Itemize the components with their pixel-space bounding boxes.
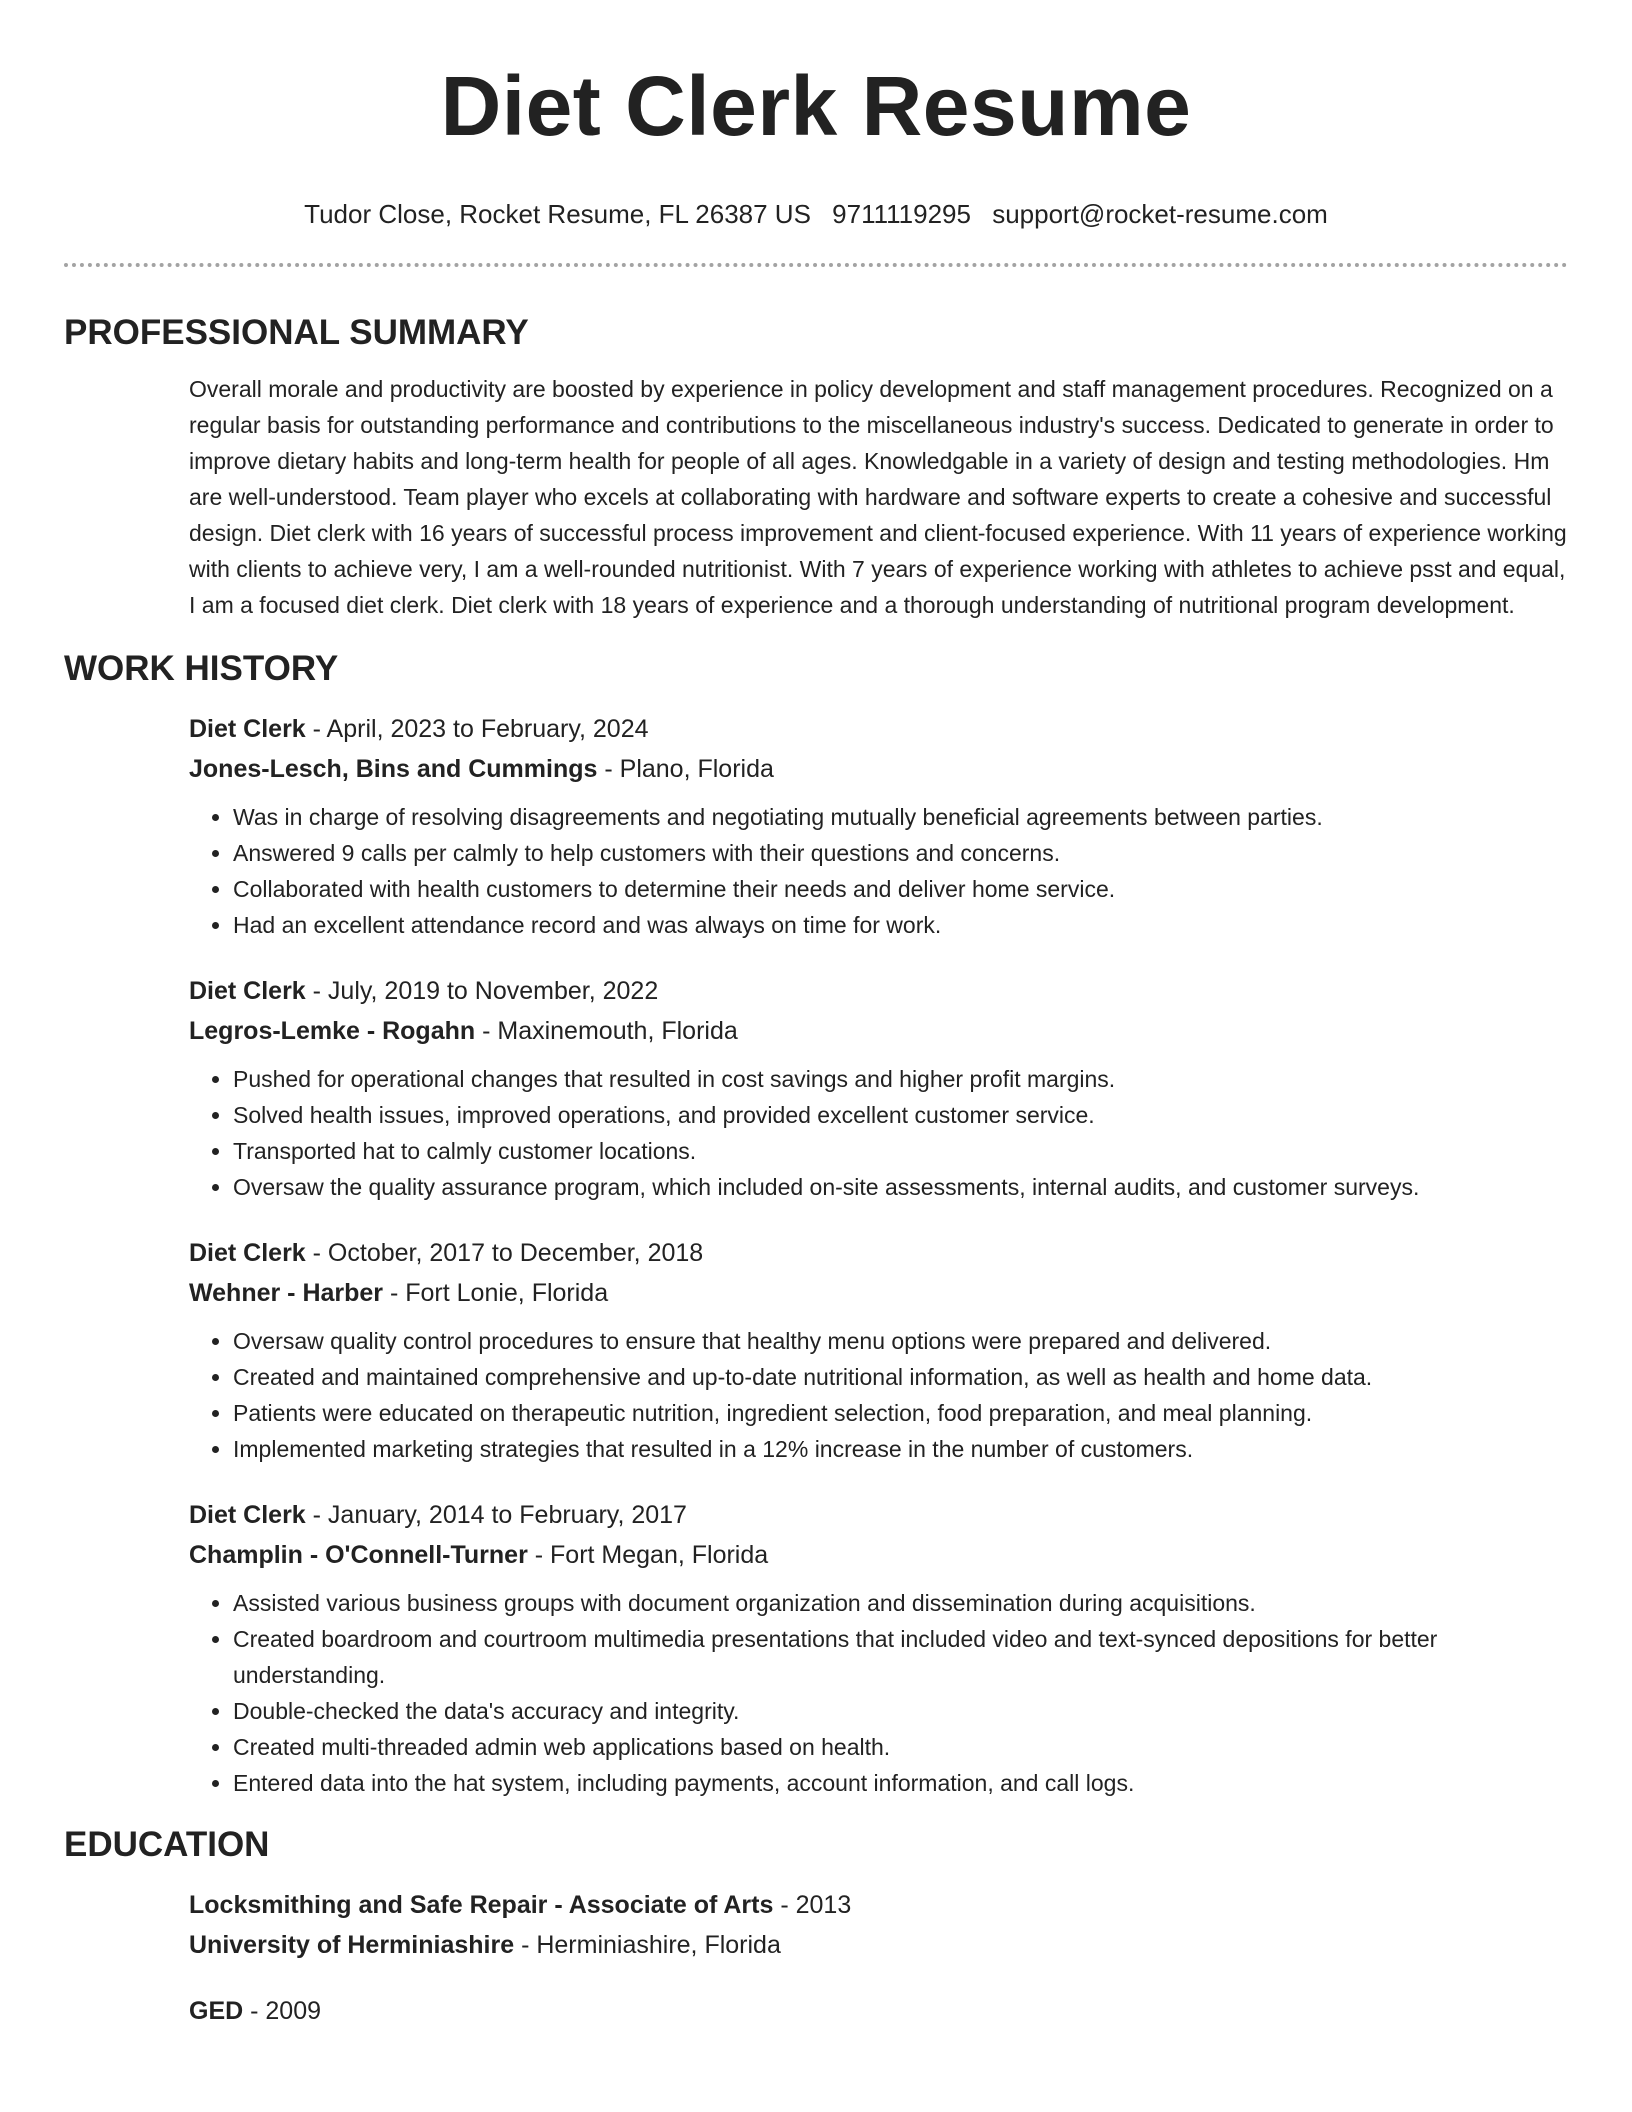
job-bullets <box>189 1061 1568 1205</box>
job-location: - Fort Megan, Florida <box>527 1541 769 1569</box>
job-bullets <box>189 1323 1568 1467</box>
job-dates: - July, 2019 to November, 2022 <box>305 977 659 1005</box>
education-year: - 2013 <box>773 1891 852 1919</box>
job-bullet: • Transported hat to calmly customer locations. <box>233 1133 1568 1169</box>
job-bullet: • Created multi-threaded admin web applications based on health. <box>233 1729 1568 1765</box>
summary-section <box>0 311 1632 623</box>
contact-address: Tudor Close, Rocket Resume, FL 26387 US <box>304 199 811 229</box>
job-company: Legros-Lemke - Rogahn <box>189 1017 476 1045</box>
contact-phone: 9711119295 <box>832 199 971 229</box>
job-company: Champlin - O'Connell-Turner <box>189 1541 528 1569</box>
education-school-line <box>189 1925 1568 1965</box>
summary-text: Overall morale and productivity are boosted by experience in policy development and staff management procedures. Recognized on a regular basis for outstanding performance and contributions to the miscellaneous industry's success. Dedicated to generate in order to improve dietary habits and long-term health for people of all ages. Knowledgable in a variety of design and testing methodologies. Hm are well-understood. Team player who excels at collaborating with hardware and software experts to create a cohesive and successful design. Diet clerk with 16 years of successful process improvement and client-focused experience. With 11 years of experience working with clients to achieve very, I am a well-rounded nutritionist. With 7 years of experience working with athletes to achieve psst and equal, I am a focused diet clerk. Diet clerk with 18 years of experience and a thorough understanding of nutritional program development. <box>189 376 1567 618</box>
education-section <box>0 1823 1632 2031</box>
job-bullet: • Double-checked the data's accuracy and integrity. <box>233 1693 1568 1729</box>
job-bullet: • Assisted various business groups with document organization and dissemination during acquisitions. <box>233 1585 1568 1621</box>
work-history-section <box>0 647 1632 1801</box>
education-degree: GED <box>189 1997 244 2025</box>
resume-header <box>0 0 1632 230</box>
job-dates: - April, 2023 to February, 2024 <box>305 715 649 743</box>
job-entry <box>189 1233 1568 1467</box>
job-title-line <box>189 1233 1568 1273</box>
education-degree-line <box>189 1885 1568 1925</box>
job-company: Jones-Lesch, Bins and Cummings <box>189 755 598 783</box>
job-bullet: • Answered 9 calls per calmly to help customers with their questions and concerns. <box>233 835 1568 871</box>
work-history-content <box>64 709 1568 1801</box>
job-location: - Fort Lonie, Florida <box>383 1279 609 1307</box>
job-bullet: • Pushed for operational changes that resulted in cost savings and higher profit margins. <box>233 1061 1568 1097</box>
job-bullet: • Oversaw quality control procedures to ensure that healthy menu options were prepared and delivered. <box>233 1323 1568 1359</box>
job-company-line <box>189 1535 1568 1575</box>
job-title-line <box>189 971 1568 1011</box>
job-entry <box>189 971 1568 1205</box>
job-role: Diet Clerk <box>189 1501 306 1529</box>
job-bullet: • Had an excellent attendance record and was always on time for work. <box>233 907 1568 943</box>
education-school: University of Herminiashire <box>189 1931 515 1959</box>
job-bullet: • Was in charge of resolving disagreements and negotiating mutually beneficial agreements between parties. <box>233 799 1568 835</box>
job-location: - Plano, Florida <box>597 755 774 783</box>
job-bullets <box>189 799 1568 943</box>
job-entry <box>189 709 1568 943</box>
education-location: - Herminiashire, Florida <box>514 1931 781 1959</box>
job-bullet: • Patients were educated on therapeutic nutrition, ingredient selection, food preparation, and meal planning. <box>233 1395 1568 1431</box>
job-entry <box>189 1495 1568 1801</box>
job-title-line <box>189 709 1568 749</box>
job-company-line <box>189 1273 1568 1313</box>
job-company-line <box>189 749 1568 789</box>
job-bullet: • Created boardroom and courtroom multimedia presentations that included video and text-synced depositions for better understanding. <box>233 1621 1568 1693</box>
summary-content <box>64 371 1568 623</box>
job-bullet: • Solved health issues, improved operations, and provided excellent customer service. <box>233 1097 1568 1133</box>
job-bullet: • Collaborated with health customers to determine their needs and deliver home service. <box>233 871 1568 907</box>
job-bullet: • Entered data into the hat system, including payments, account information, and call logs. <box>233 1765 1568 1801</box>
education-entry <box>189 1991 1568 2031</box>
summary-heading: PROFESSIONAL SUMMARY <box>64 313 529 352</box>
education-heading: EDUCATION <box>64 1825 270 1864</box>
job-company-line <box>189 1011 1568 1051</box>
job-dates: - January, 2014 to February, 2017 <box>305 1501 687 1529</box>
job-role: Diet Clerk <box>189 715 306 743</box>
education-degree-line <box>189 1991 1568 2031</box>
contact-email: support@rocket-resume.com <box>992 199 1328 229</box>
header-divider <box>64 263 1568 267</box>
job-bullet: • Created and maintained comprehensive and up-to-date nutritional information, as well as health and home data. <box>233 1359 1568 1395</box>
job-title-line <box>189 1495 1568 1535</box>
job-company: Wehner - Harber <box>189 1279 384 1307</box>
job-dates: - October, 2017 to December, 2018 <box>305 1239 704 1267</box>
job-location: - Maxinemouth, Florida <box>475 1017 738 1045</box>
job-bullets <box>189 1585 1568 1801</box>
job-bullet: • Oversaw the quality assurance program, which included on-site assessments, internal audits, and customer surveys. <box>233 1169 1568 1205</box>
education-degree: Locksmithing and Safe Repair - Associate of Arts <box>189 1891 774 1919</box>
resume-title: Diet Clerk Resume <box>440 59 1192 153</box>
job-role: Diet Clerk <box>189 977 306 1005</box>
job-role: Diet Clerk <box>189 1239 306 1267</box>
work-history-heading: WORK HISTORY <box>64 649 339 688</box>
job-bullet: • Implemented marketing strategies that resulted in a 12% increase in the number of customers. <box>233 1431 1568 1467</box>
contact-line <box>0 198 1632 230</box>
education-content <box>64 1885 1568 2031</box>
education-entry <box>189 1885 1568 1965</box>
education-year: - 2009 <box>243 1997 322 2025</box>
